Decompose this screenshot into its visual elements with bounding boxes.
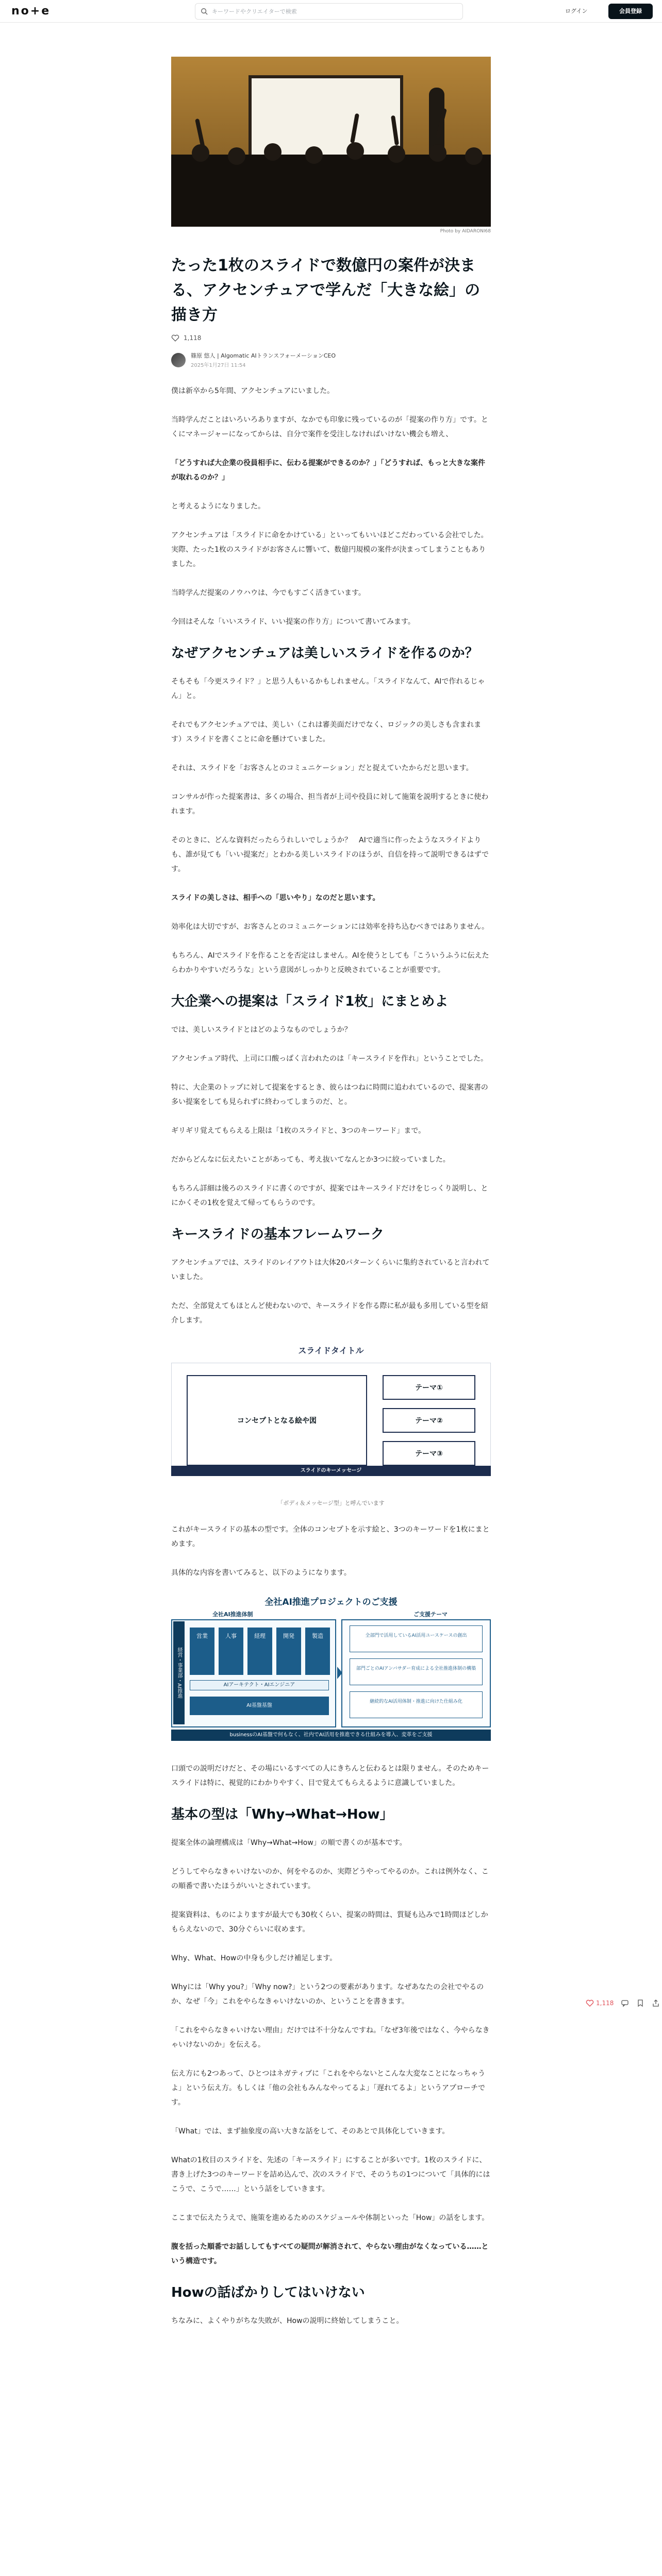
vertical-label: 経営・事業部・AI推進: [173, 1621, 185, 1724]
audience-silhouette: [171, 155, 491, 227]
paragraph: と考えるようになりました。: [171, 502, 265, 511]
paragraph: ここまで伝えたうえで、施策を進めるためのスケジュールや体制といった「How」の話をします。: [171, 2214, 489, 2222]
paragraph-bold: 腹を括った順番でお話ししてもすべての疑問が解消されて、やらない理由がなくなっている……という構造です。: [171, 2243, 489, 2265]
paragraph: アクセンチュアでは、スライドのレイアウトは大体20パターンくらいに集約されていると言われていました。: [171, 1259, 490, 1281]
theme-box: テーマ①: [383, 1375, 475, 1400]
author-row[interactable]: [171, 351, 491, 368]
search-placeholder: キーワードやクリエイターで検索: [212, 8, 297, 15]
paragraph: そのときに、どんな資料だったらうれしいでしょうか？ AIで適当に作ったようなスライドよりも、誰が見ても「いい提案だ」とわかる美しいスライドのほうが、自信を持って説明できるはずです。: [171, 836, 489, 873]
audience-head: [264, 143, 282, 161]
article-title: たった1枚のスライドで数億円の案件が決まる、アクセンチュアで学んだ「大きな絵」の描き方: [171, 257, 481, 324]
bookmark-button[interactable]: [636, 1999, 644, 2007]
author-name[interactable]: 篠原 悠人 | Algomatic AIトランスフォーメーションCEO: [191, 352, 336, 359]
note-logo[interactable]: no+e: [11, 5, 51, 18]
paragraph: 効率化は大切ですが、お客さんとのコミュニケーションには効率を持ち込むべきではありません。: [171, 923, 489, 931]
author-avatar[interactable]: [171, 353, 186, 367]
paragraph: Why、What、Howの中身も少しだけ補足します。: [171, 1954, 337, 1962]
example-key-slide: [171, 1595, 491, 1744]
paragraph: ちなみに、よくやりがちな失敗が、Howの説明に終始してしまうこと。: [171, 2317, 404, 2325]
department-column: 人事: [219, 1628, 243, 1675]
support-theme: 部門ごとのAIアンバサダー育成による全社推進体制の構築: [350, 1658, 483, 1685]
paragraph: 「What」では、まず抽象度の高い大きな話をして、そのあとで具体化していきます。: [171, 2127, 450, 2136]
paragraph: もちろん詳細は後ろのスライドに書くのですが、提案ではキースライドだけをじっくり説明し、とにかくその1枚を覚えて帰ってもらうのです。: [171, 1184, 488, 1207]
department-column: 製造: [305, 1628, 330, 1675]
paragraph: 提案資料は、ものによりますが最大でも30枚くらい、提案の時間は、質疑も込みで1時間ほどしかもらえないので、30分ぐらいに収めます。: [171, 1911, 488, 1934]
section-heading: 大企業への提案は「スライド1枚」にまとめよ: [171, 994, 449, 1009]
paragraph: アクセンチュア時代、上司に口酸っぱく言われたのは「キースライドを作れ」ということでした。: [171, 1055, 488, 1063]
heart-icon[interactable]: [171, 334, 179, 342]
comment-button[interactable]: [621, 1999, 629, 2007]
figure-caption: 「ボディ＆メッセージ型」と呼んでいます: [277, 1500, 385, 1506]
theme-box: テーマ③: [383, 1441, 475, 1466]
paragraph-bold: 「どうすれば大企業の役員相手に、伝わる提案ができるのか？」「どうすれば、もっと大きな案件が取れるのか？」: [171, 459, 485, 482]
audience-head: [346, 142, 364, 160]
paragraph: 当時学んだ提案のノウハウは、今でもすごく活きています。: [171, 589, 366, 597]
paragraph: コンサルが作った提案書は、多くの場合、担当者が上司や役員に対して施策を説明するときに使われます。: [171, 793, 489, 816]
diagram-title: スライドタイトル: [298, 1346, 364, 1355]
article-body: [171, 384, 491, 2328]
paragraph: 具体的な内容を書いてみると、以下のようになります。: [171, 1569, 351, 1577]
audience-head: [429, 144, 446, 162]
right-panel-label: ご支援テーマ: [413, 1611, 448, 1618]
paragraph: 提案全体の論理構成は「Why→What→How」の順で書くのが基本です。: [171, 1839, 407, 1847]
site-header: [0, 0, 662, 23]
paragraph: では、美しいスライドとはどのようなものでしょうか？: [171, 1026, 352, 1034]
likes-count: 1,118: [184, 334, 202, 342]
department-column: 経理: [247, 1628, 272, 1675]
paragraph: 口頭での説明だけだと、その場にいるすべての人にきちんと伝わるとは限りません。そのためキースライドは特に、視覚的にわかりやすく、目で覚えてもらえるように意識していました。: [171, 1765, 489, 1787]
section-heading: なぜアクセンチュアは美しいスライドを作るのか？: [171, 646, 478, 661]
diagram-title: 全社AI推進プロジェクトのご支援: [264, 1597, 398, 1607]
like-count: 1,118: [596, 1999, 614, 2007]
floating-action-bar: [586, 1999, 662, 2007]
paragraph: 今回はそんな「いいスライド、いい提案の作り方」について書いてみます。: [171, 618, 415, 626]
paragraph: Whatの1枚目のスライドを、先述の「キースライド」にすることが多いです。1枚のスライドに、書き上げた3つのキーワードを詰め込んで、次のスライドで、そのうちの1つについて「具体的にはこうで、こうで……」という話をしていきます。: [171, 2156, 490, 2193]
department-column: 開発: [276, 1628, 301, 1675]
hero-image: [171, 57, 491, 227]
like-button[interactable]: [586, 1999, 614, 2007]
section-heading: Howの話ばかりしてはいけない: [171, 2285, 365, 2300]
paragraph: それは、スライドを「お客さんとのコミュニケーション」だと捉えていたからだと思います。: [171, 764, 473, 772]
layer-bar: AI基盤基盤: [190, 1697, 329, 1715]
publish-date: 2025年1月27日 11:54: [191, 363, 246, 368]
raised-arm: [195, 118, 205, 148]
paragraph: Whyには「Why you?」「Why now?」という2つの要素があります。なぜあなたの会社でやるのか、なぜ「今」これをやらなきゃいけないのか、ということを書きます。: [171, 1983, 484, 2006]
department-column: 営業: [190, 1628, 214, 1675]
paragraph: ギリギリ覚えてもらえる上限は「1枚のスライドと、3つのキーワード」まで。: [171, 1127, 426, 1135]
arrow-icon: [337, 1667, 342, 1679]
concept-box: コンセプトとなる絵や図: [187, 1375, 367, 1466]
signup-button[interactable]: 会員登録: [608, 4, 653, 19]
heart-icon: [586, 1999, 594, 2007]
audience-head: [228, 147, 245, 165]
section-heading: 基本の型は「Why→What→How」: [171, 1807, 393, 1822]
photo-credit: Photo by AIDARONI68: [440, 229, 491, 234]
paragraph: どうしてやらなきゃいけないのか、何をやるのか、実際どうやってやるのか。これは例外なく、この順番で書いたほうがいいとされています。: [171, 1868, 489, 1890]
paragraph: これがキースライドの基本の型です。全体のコンセプトを示す絵と、3つのキーワードを1枚にまとめます。: [171, 1526, 490, 1548]
section-heading: キースライドの基本フレームワーク: [171, 1227, 384, 1242]
bookmark-icon: [636, 1999, 644, 2007]
comment-icon: [621, 1999, 629, 2007]
paragraph: ただ、全部覚えてもほとんど使わないので、キースライドを作る際に私が最も多用している型を紹介します。: [171, 1302, 488, 1325]
key-message-bar: businessのAI基盤で何もなく、社内でAI活用を推進できる仕組みを導入、変革をご支援: [171, 1730, 491, 1741]
audience-head: [465, 147, 483, 165]
paragraph: アクセンチュアは「スライドに命をかけている」といってもいいほどこだわっている会社でした。実際、たった1枚のスライドがお客さんに響いて、数億円規模の案件が決まってしまうこともありました。: [171, 531, 488, 568]
search-icon: [201, 8, 208, 15]
paragraph-bold: スライドの美しさは、相手への「思いやり」なのだと思います。: [171, 894, 380, 902]
paragraph: だからどんなに伝えたいことがあっても、考え抜いてなんとか3つに絞っていました。: [171, 1156, 450, 1164]
paragraph: 特に、大企業のトップに対して提案をするとき、彼らはつねに時間に追われているので、提案書の多い提案をしても見られずに終わってしまうのだ、と。: [171, 1083, 488, 1106]
login-button[interactable]: ログイン: [565, 8, 588, 14]
layer-bar: AIアーキテクト・AIエンジニア: [190, 1680, 329, 1690]
support-theme: 全部門で活用しているAI活用ユースケースの創出: [350, 1625, 483, 1652]
likes-row: [171, 334, 491, 342]
share-button[interactable]: [652, 1999, 660, 2007]
search-box[interactable]: [195, 3, 463, 20]
share-icon: [652, 1999, 660, 2007]
paragraph: 「これをやらなきゃいけない理由」だけでは不十分なんですね。「なぜ3年後ではなく、今やらなきゃいけないのか」を伝える。: [171, 2026, 490, 2049]
paragraph: 僕は新卒から5年間、アクセンチュアにいました。: [171, 387, 335, 395]
theme-box: テーマ②: [383, 1408, 475, 1433]
paragraph: 当時学んだことはいろいろありますが、なかでも印象に残っているのが「提案の作り方」です。とくにマネージャーになってからは、自分で案件を受注しなければいけない機会も増え、: [171, 416, 488, 438]
left-panel-label: 全社AI推進体制: [212, 1611, 253, 1618]
paragraph: それでもアクセンチュアでは、美しい（これは審美面だけでなく、ロジックの美しさも含まれます）スライドを書くことに命を懸けていました。: [171, 721, 482, 743]
support-theme: 継続的なAI活用体制・推進に向けた仕組み化: [350, 1691, 483, 1718]
paragraph: そもそも「今更スライド？」と思う人もいるかもしれません。「スライドなんて、AIで作れるじゃん」と。: [171, 677, 485, 700]
audience-head: [305, 146, 323, 164]
key-message-bar: スライドのキーメッセージ: [171, 1466, 491, 1476]
framework-diagram: [171, 1342, 491, 1492]
audience-head: [388, 145, 405, 163]
paragraph: 伝え方にも2つあって、ひとつはネガティブに「これをやらないとこんな大変なことになっちゃうよ」という伝え方。もしくは「他の会社もみんなやってるよ」「遅れてるよ」というアプローチです。: [171, 2070, 486, 2107]
article: [171, 57, 491, 2343]
paragraph: もちろん、AIでスライドを作ることを否定はしません。AIを使うとしても「こういうふうに伝えたらわかりやすいだろうな」という意図がしっかりと反映されていることが重要です。: [171, 952, 489, 974]
